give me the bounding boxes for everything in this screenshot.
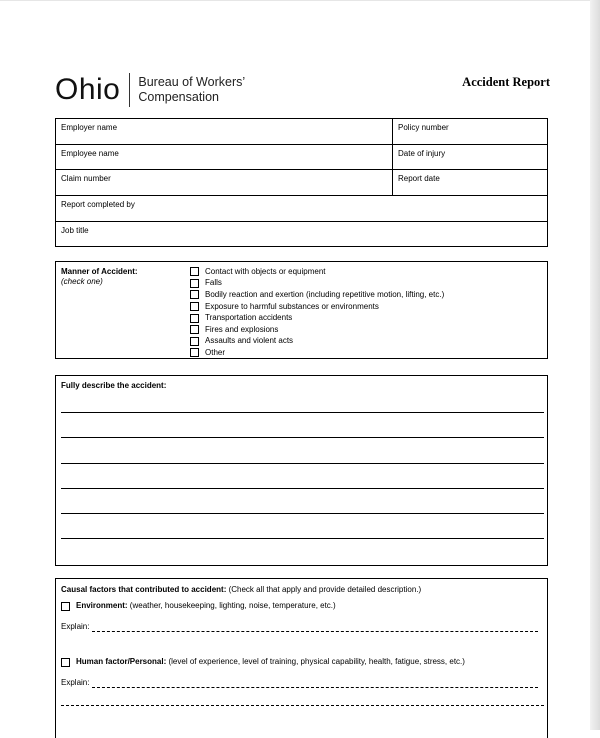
field-label: Report completed by bbox=[61, 200, 135, 209]
checkbox[interactable] bbox=[190, 279, 199, 288]
manner-label: Manner of Accident: bbox=[61, 267, 138, 276]
manner-heading bbox=[61, 267, 138, 287]
human-factor-checkbox[interactable] bbox=[61, 658, 70, 667]
table-row bbox=[56, 119, 547, 145]
manner-option[interactable] bbox=[190, 312, 444, 324]
writing-line[interactable] bbox=[61, 513, 544, 514]
logo-divider bbox=[129, 73, 130, 107]
checkbox[interactable] bbox=[190, 314, 199, 323]
causal-factors-section bbox=[55, 578, 548, 738]
manner-options bbox=[190, 266, 444, 359]
checkbox[interactable] bbox=[190, 267, 199, 276]
writing-line[interactable] bbox=[61, 488, 544, 489]
manner-option[interactable] bbox=[190, 324, 444, 336]
manner-option-label: Exposure to harmful substances or environments bbox=[205, 301, 379, 311]
checkbox[interactable] bbox=[190, 325, 199, 334]
human-factor-explain bbox=[61, 678, 538, 688]
manner-option-label: Transportation accidents bbox=[205, 313, 293, 323]
checkbox[interactable] bbox=[190, 290, 199, 299]
environment-factor bbox=[61, 601, 336, 611]
field-label: Report date bbox=[398, 174, 440, 183]
manner-option-label: Fires and explosions bbox=[205, 324, 279, 334]
manner-option[interactable] bbox=[190, 266, 444, 278]
checkbox[interactable] bbox=[190, 348, 199, 357]
field-label: Employee name bbox=[61, 149, 119, 158]
page-edge-shadow bbox=[590, 0, 600, 730]
manner-option[interactable] bbox=[190, 347, 444, 359]
manner-of-accident-section bbox=[55, 261, 548, 359]
job-title-field[interactable] bbox=[56, 222, 547, 246]
writing-line[interactable] bbox=[61, 538, 544, 539]
explain-line[interactable] bbox=[92, 680, 538, 688]
ohio-bwc-logo bbox=[55, 70, 245, 110]
table-row bbox=[56, 170, 547, 196]
causal-label: Causal factors that contributed to accident: bbox=[61, 585, 227, 594]
manner-option-label: Assaults and violent acts bbox=[205, 336, 294, 346]
environment-hint: (weather, housekeeping, lighting, noise, temperature, etc.) bbox=[129, 601, 336, 610]
field-label: Policy number bbox=[398, 123, 449, 132]
document-title: Accident Report bbox=[462, 75, 550, 89]
claim-number-field[interactable] bbox=[56, 170, 393, 195]
manner-hint: (check one) bbox=[61, 277, 103, 286]
logo-subtitle-line2: Compensation bbox=[138, 90, 219, 104]
report-date-field[interactable] bbox=[393, 170, 547, 195]
manner-option[interactable] bbox=[190, 301, 444, 313]
table-row bbox=[56, 196, 547, 222]
employee-name-field[interactable] bbox=[56, 145, 393, 169]
manner-option-label: Other bbox=[205, 347, 226, 357]
logo-subtitle bbox=[138, 75, 245, 105]
human-factor-hint: (level of experience, level of training, physical capability, health, fatigue, stress, etc.) bbox=[168, 657, 465, 666]
field-label: Job title bbox=[61, 226, 89, 235]
describe-accident-section bbox=[55, 375, 548, 566]
logo-word: Ohio bbox=[55, 73, 121, 106]
manner-option[interactable] bbox=[190, 336, 444, 348]
field-label: Date of injury bbox=[398, 149, 446, 158]
manner-option-label: Bodily reaction and exertion (including repetitive motion, lifting, etc.) bbox=[205, 289, 445, 299]
report-completed-by-field[interactable] bbox=[56, 196, 547, 221]
table-row bbox=[56, 222, 547, 246]
manner-option[interactable] bbox=[190, 289, 444, 301]
employer-name-field[interactable] bbox=[56, 119, 393, 144]
logo-subtitle-line1: Bureau of Workers’ bbox=[138, 75, 246, 89]
checkbox[interactable] bbox=[190, 337, 199, 346]
writing-line[interactable] bbox=[61, 705, 544, 706]
explain-label: Explain: bbox=[61, 622, 90, 631]
field-label: Claim number bbox=[61, 174, 111, 183]
environment-checkbox[interactable] bbox=[61, 602, 70, 611]
causal-heading bbox=[61, 585, 421, 595]
environment-explain bbox=[61, 622, 538, 632]
describe-label: Fully describe the accident: bbox=[61, 381, 167, 390]
causal-instructions: (Check all that apply and provide detailed description.) bbox=[228, 585, 422, 594]
explain-line[interactable] bbox=[92, 624, 538, 632]
date-of-injury-field[interactable] bbox=[393, 145, 547, 169]
writing-line[interactable] bbox=[61, 412, 544, 413]
manner-option-label: Falls bbox=[205, 278, 222, 288]
manner-option[interactable] bbox=[190, 278, 444, 290]
page-border-top bbox=[0, 0, 590, 1]
writing-line[interactable] bbox=[61, 463, 544, 464]
checkbox[interactable] bbox=[190, 302, 199, 311]
field-label: Employer name bbox=[61, 123, 118, 132]
environment-label: Environment: bbox=[76, 601, 128, 610]
employer-info-table bbox=[55, 118, 548, 247]
manner-option-label: Contact with objects or equipment bbox=[205, 266, 326, 276]
human-factor bbox=[61, 657, 465, 667]
policy-number-field[interactable] bbox=[393, 119, 547, 144]
table-row bbox=[56, 145, 547, 170]
human-factor-label: Human factor/Personal: bbox=[76, 657, 167, 666]
explain-label: Explain: bbox=[61, 678, 90, 687]
writing-line[interactable] bbox=[61, 437, 544, 438]
